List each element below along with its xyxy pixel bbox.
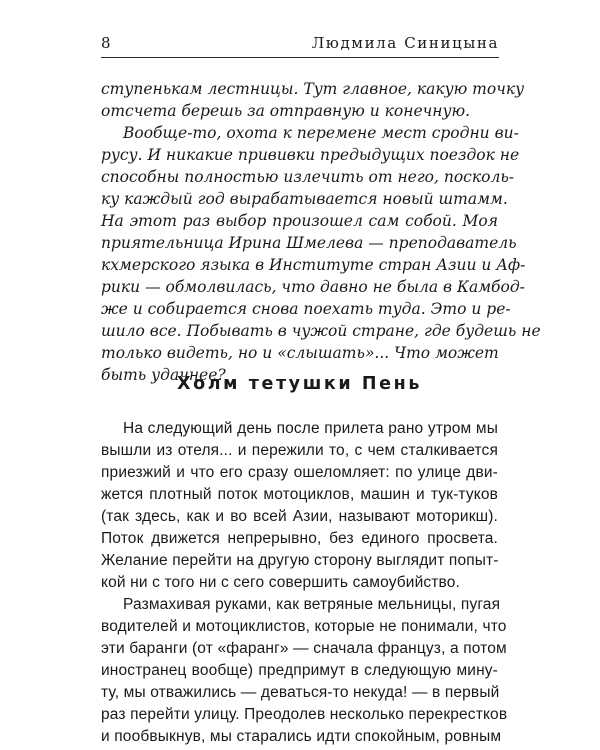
text-line: приезжий и что его сразу ошеломляет: по улице дви- [101, 464, 498, 481]
text-line: рики — обмолвилась, что давно не была в Камбод- [101, 278, 525, 296]
text-line: иностранец вообще) предпримут в следующую мину- [101, 662, 498, 679]
text-line: же и собирается снова поехать туда. Это и ре- [101, 300, 511, 318]
running-head-author: Людмила Синицына [311, 34, 499, 52]
text-line: ту, мы отважились — деваться-то некуда! — в первый [101, 684, 500, 701]
text-line: кхмерского языка в Институте стран Азии и Аф- [101, 256, 526, 274]
text-line: Желание перейти на другую сторону выглядит попыт- [101, 552, 499, 569]
text-line: быть удачнее? [101, 366, 226, 384]
text-line: вышли из отеля... и пережили то, с чем сталкивается [101, 442, 498, 459]
text-line: отсчета берешь за отправную и конечную. [101, 102, 471, 120]
text-line: шило все. Побывать в чужой стране, где будешь не [101, 322, 541, 340]
text-line: водителей и мотоциклистов, которые не понимали, что [101, 618, 507, 635]
text-line: и пообвыкнув, мы старались идти спокойным, ровным [101, 728, 502, 745]
header-rule [101, 57, 499, 58]
running-header [101, 34, 499, 58]
text-line: Размахивая руками, как ветряные мельницы, пугая [123, 596, 501, 613]
text-line: Вообще-то, охота к перемене мест сродни ви- [123, 124, 519, 142]
text-line: только видеть, но и «слышать»... Что может [101, 344, 499, 362]
text-line: ку каждый год вырабатывается новый штамм. [101, 190, 508, 208]
text-line: способны полностью излечить от него, посколь- [101, 168, 514, 186]
text-line: ступенькам лестницы. Тут главное, какую точку [101, 80, 525, 98]
text-line: русу. И никакие прививки предыдущих поездок не [101, 146, 520, 164]
text-line: эти баранги (от «фаранг» — сначала француз, а потом [101, 640, 507, 657]
text-line: Поток движется непрерывно, без единого просвета. [101, 530, 498, 547]
text-line: жется плотный поток мотоциклов, машин и тук-туков [101, 486, 498, 503]
section-heading: Холм тетушки Пень [177, 374, 422, 394]
text-line: На этот раз выбор произошел сам собой. Моя [101, 212, 498, 230]
text-line: (так здесь, как и во всей Азии, называют моторикш). [101, 508, 498, 525]
text-line: На следующий день после прилета рано утром мы [123, 420, 498, 437]
text-line: раз перейти улицу. Преодолев несколько перекрестков [101, 706, 508, 723]
text-line: кой ни с того ни с сего совершить самоубийство. [101, 574, 460, 591]
page-number: 8 [101, 34, 112, 52]
text-line: приятельница Ирина Шмелева — преподаватель [101, 234, 517, 252]
